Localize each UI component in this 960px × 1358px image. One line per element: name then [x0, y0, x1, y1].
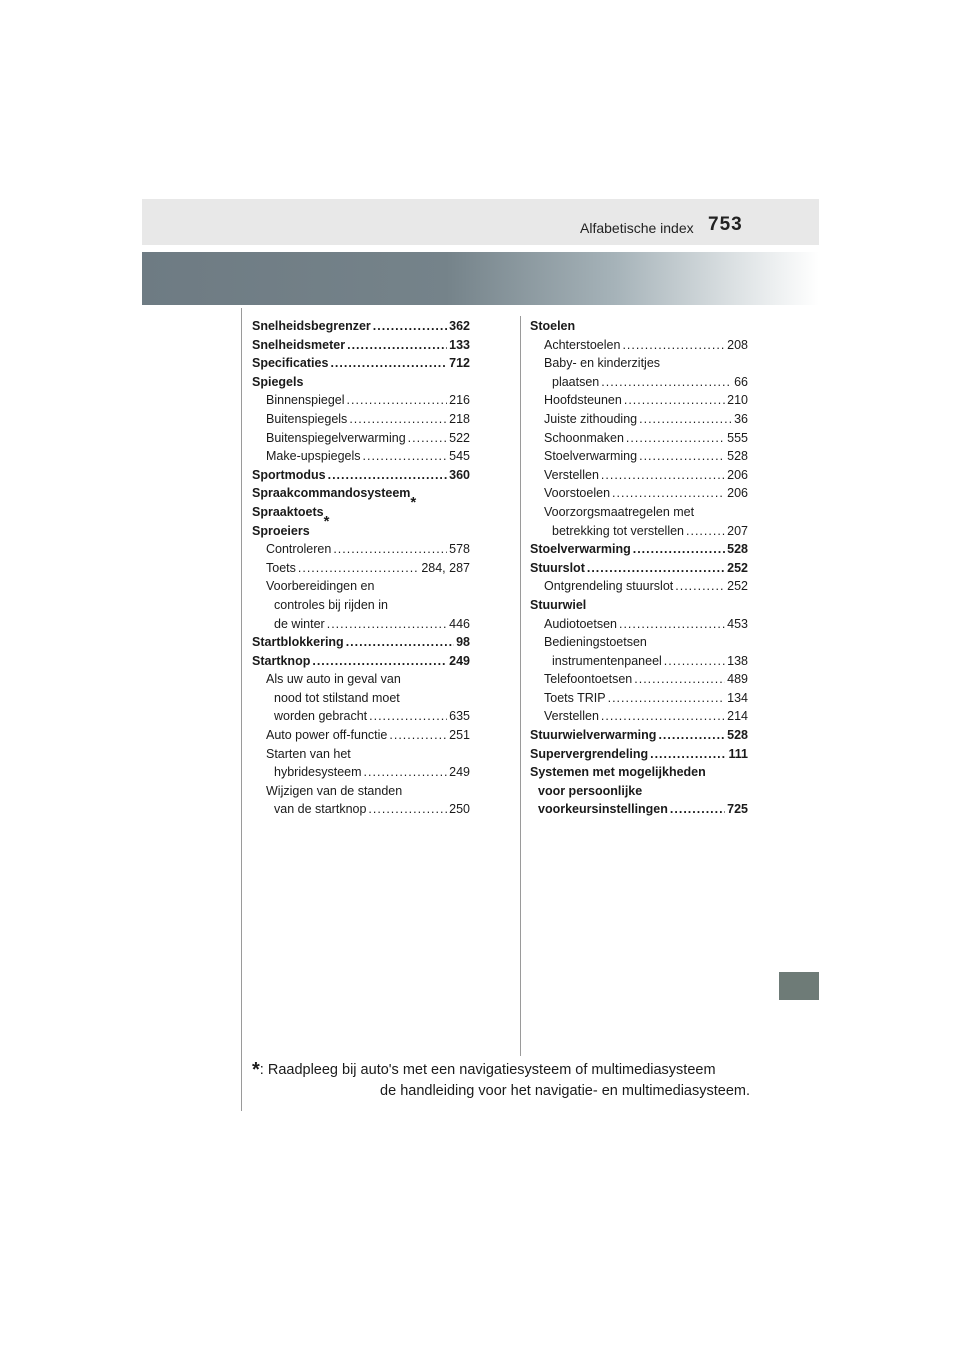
index-entry [530, 391, 748, 410]
index-term: Supervergrendeling [530, 746, 649, 761]
index-entry [530, 763, 748, 782]
page-reference: 210 [727, 393, 748, 408]
page-reference: 206 [727, 467, 748, 482]
page-reference: 360 [449, 467, 470, 482]
index-entry [252, 317, 470, 336]
dot-leader [587, 559, 725, 578]
index-entry: Spraakcommandosysteem * [252, 486, 417, 511]
index-term: van de startknop [274, 802, 367, 817]
index-entry [252, 373, 470, 392]
footnote [252, 1060, 750, 1102]
index-entry [530, 410, 748, 429]
index-entry [252, 391, 470, 410]
index-term: Schoonmaken [544, 430, 624, 445]
dot-leader [670, 800, 725, 819]
index-term: Verstellen [544, 467, 599, 482]
index-entry [530, 540, 748, 559]
index-term: Make-upspiegels [266, 449, 361, 464]
index-term: Stoelverwarming [530, 542, 631, 557]
index-entry [252, 782, 470, 801]
dot-leader [349, 410, 447, 429]
footnote-text-1: : Raadpleeg bij auto's met een navigatiesysteem of multimediasysteem [259, 1062, 716, 1078]
index-entry [252, 800, 470, 819]
dot-leader [389, 726, 447, 745]
index-term: Starten van het [266, 746, 351, 761]
index-entry [252, 336, 470, 355]
dot-leader [608, 689, 726, 708]
index-column-left [252, 317, 470, 819]
dot-leader [408, 429, 447, 448]
index-entry [530, 559, 748, 578]
page-reference: 362 [449, 319, 470, 333]
index-entry [530, 484, 748, 503]
index-term: Startblokkering [252, 635, 344, 650]
index-entry [530, 447, 748, 466]
index-term: nood tot stilstand moet [274, 690, 400, 705]
index-term: Stoelen [530, 319, 576, 333]
index-entry [530, 373, 748, 392]
page-reference: 528 [727, 449, 748, 464]
index-term: voor persoonlijke [538, 783, 643, 798]
index-entry [530, 652, 748, 671]
index-entry [252, 354, 470, 373]
index-entry [530, 670, 748, 689]
dot-leader [619, 615, 725, 634]
page-reference: 133 [449, 337, 470, 352]
index-entry [252, 429, 470, 448]
index-term: betrekking tot verstellen [552, 523, 685, 538]
index-entry [530, 615, 748, 634]
index-term: Stoelverwarming [544, 449, 638, 464]
page-reference: 252 [727, 579, 748, 594]
index-entry [252, 707, 470, 726]
footnote-line-2: de handleiding voor het navigatie- en multimediasysteem. [380, 1083, 750, 1099]
dot-leader [347, 336, 447, 355]
page-reference: 522 [449, 430, 470, 445]
index-term: Auto power off-functie [266, 728, 388, 743]
index-column-right [530, 317, 748, 819]
page-reference: 66 [734, 374, 748, 389]
index-term: Juiste zithouding [544, 411, 638, 426]
index-entry [530, 577, 748, 596]
index-entry [530, 522, 748, 541]
index-term: Spraakcommandosysteem [252, 486, 411, 501]
dot-leader [346, 633, 454, 652]
footnote-line-1 [252, 1060, 750, 1081]
section-title: Alfabetische index [580, 220, 694, 236]
index-term: hybridesysteem [274, 765, 362, 780]
index-entry [530, 503, 748, 522]
index-term: Sportmodus [252, 467, 326, 482]
page-reference: 36 [734, 411, 748, 426]
index-term: Startknop [252, 653, 311, 668]
page-number: 753 [708, 214, 743, 235]
index-entry [530, 633, 748, 652]
index-term: Binnenspiegel [266, 393, 345, 408]
index-term: Spiegels [252, 374, 304, 389]
dot-leader [624, 391, 725, 410]
dot-leader [658, 726, 725, 745]
index-term: Als uw auto in geval van [266, 672, 401, 687]
page-reference: 635 [449, 709, 470, 724]
dot-leader [601, 466, 725, 485]
index-entry: Spraaktoets * [252, 504, 330, 530]
index-entry [252, 447, 470, 466]
dot-leader [601, 373, 732, 392]
index-entry [530, 354, 748, 373]
page-reference: 216 [449, 393, 470, 408]
page-reference: 138 [727, 653, 748, 668]
index-term: Ontgrendeling stuurslot [544, 579, 674, 594]
page-reference: 111 [728, 746, 748, 761]
index-term: Voorzorgsmaatregelen met [544, 504, 695, 519]
index-entry [252, 689, 470, 708]
page-reference: 252 [727, 560, 748, 575]
dot-leader [369, 707, 447, 726]
margin-rule [241, 308, 242, 1111]
index-entry [252, 410, 470, 429]
page-reference: 250 [449, 802, 470, 817]
index-entry [252, 596, 470, 615]
index-entry [252, 577, 470, 596]
dot-leader [639, 447, 725, 466]
dot-leader [664, 652, 725, 671]
dot-leader [373, 317, 447, 336]
dot-leader [633, 540, 725, 559]
index-entry [252, 670, 470, 689]
dot-leader [686, 522, 725, 541]
index-entry [530, 429, 748, 448]
page-reference: 712 [449, 356, 470, 371]
dot-leader [330, 354, 447, 373]
index-term: Toets TRIP [544, 690, 606, 705]
index-term: Voorstoelen [544, 486, 611, 501]
dot-leader [327, 615, 447, 634]
index-term: controles bij rijden in [274, 597, 388, 612]
index-term: Snelheidsmeter [252, 337, 346, 352]
page-reference: 545 [449, 449, 470, 464]
index-term: Sproeiers [252, 523, 310, 538]
index-term: Verstellen [544, 709, 599, 724]
page-reference: 251 [449, 728, 470, 743]
dot-leader [328, 466, 448, 485]
dot-leader [368, 800, 447, 819]
page-reference: 446 [449, 616, 470, 631]
index-term: Bedieningstoetsen [544, 635, 647, 650]
index-entry [530, 726, 748, 745]
page-reference: 555 [727, 430, 748, 445]
index-entry [530, 800, 748, 819]
index-entry [252, 559, 470, 578]
dot-leader [626, 429, 725, 448]
index-term: Controleren [266, 542, 332, 557]
page-reference: 207 [727, 523, 748, 538]
page-reference: 208 [727, 337, 748, 352]
dot-leader [634, 670, 725, 689]
page-reference: 528 [727, 542, 748, 557]
index-term: worden gebracht [274, 709, 368, 724]
dot-leader [364, 763, 448, 782]
section-thumb-tab [779, 972, 819, 1000]
dot-leader [363, 447, 448, 466]
index-term: Telefoontoetsen [544, 672, 633, 687]
page-reference: 249 [449, 765, 470, 780]
page-reference: 578 [449, 542, 470, 557]
index-entry [530, 596, 748, 615]
index-entry [252, 615, 470, 634]
index-term: Buitenspiegelverwarming [266, 430, 406, 445]
dot-leader [612, 484, 725, 503]
index-entry [530, 745, 748, 764]
index-term: plaatsen [552, 374, 600, 389]
index-entry [252, 522, 470, 541]
index-entry [252, 763, 470, 782]
index-term: Hoofdsteunen [544, 393, 622, 408]
index-term: Toets [266, 560, 296, 575]
index-term: Baby- en kinderzitjes [544, 356, 661, 371]
dot-leader [639, 410, 732, 429]
page-reference: 249 [449, 653, 470, 668]
index-entry [530, 689, 748, 708]
page-reference: 98 [456, 635, 470, 650]
index-term: Wijzigen van de standen [266, 783, 403, 798]
page-reference: 725 [727, 802, 748, 817]
dot-leader [333, 540, 447, 559]
page-reference: 489 [727, 672, 748, 687]
index-entry [530, 336, 748, 355]
index-entry [252, 633, 470, 652]
index-entry [530, 317, 748, 336]
index-term: voorkeursinstellingen [538, 802, 668, 817]
dot-leader [347, 391, 448, 410]
page-reference: 134 [727, 690, 748, 705]
index-entry [530, 707, 748, 726]
index-term: Stuurwiel [530, 597, 587, 612]
footnote-asterisk: * [252, 1059, 260, 1081]
dot-leader [622, 336, 725, 355]
index-term: Audiotoetsen [544, 616, 617, 631]
page-reference: 453 [727, 616, 748, 631]
decorative-band [142, 252, 819, 305]
index-term: Snelheidsbegrenzer [252, 319, 371, 333]
page-reference: 206 [727, 486, 748, 501]
dot-leader [650, 745, 726, 764]
index-term: Systemen met mogelijkheden [530, 765, 706, 780]
index-term: Spraaktoets [252, 504, 324, 519]
index-entry [252, 540, 470, 559]
index-entry [530, 466, 748, 485]
index-term: Buitenspiegels [266, 411, 348, 426]
index-term: de winter [274, 616, 325, 631]
page-reference: 218 [449, 411, 470, 426]
dot-leader [675, 577, 725, 596]
dot-leader [601, 707, 725, 726]
index-term: Achterstoelen [544, 337, 621, 352]
index-entry [252, 466, 470, 485]
index-entry [252, 745, 470, 764]
index-entry [252, 726, 470, 745]
dot-leader [312, 652, 447, 671]
index-term: Stuurslot [530, 560, 585, 575]
page-reference: 214 [727, 709, 748, 724]
index-entry [252, 652, 470, 671]
page-reference: 528 [727, 728, 748, 743]
column-divider [520, 316, 521, 1056]
dot-leader [298, 559, 419, 578]
index-term: instrumentenpaneel [552, 653, 662, 668]
index-term: Specificaties [252, 356, 329, 371]
index-term: Stuurwielverwarming [530, 728, 657, 743]
index-term: Voorbereidingen en [266, 579, 375, 594]
index-entry [530, 782, 748, 801]
page-reference: 284, 287 [421, 560, 470, 575]
